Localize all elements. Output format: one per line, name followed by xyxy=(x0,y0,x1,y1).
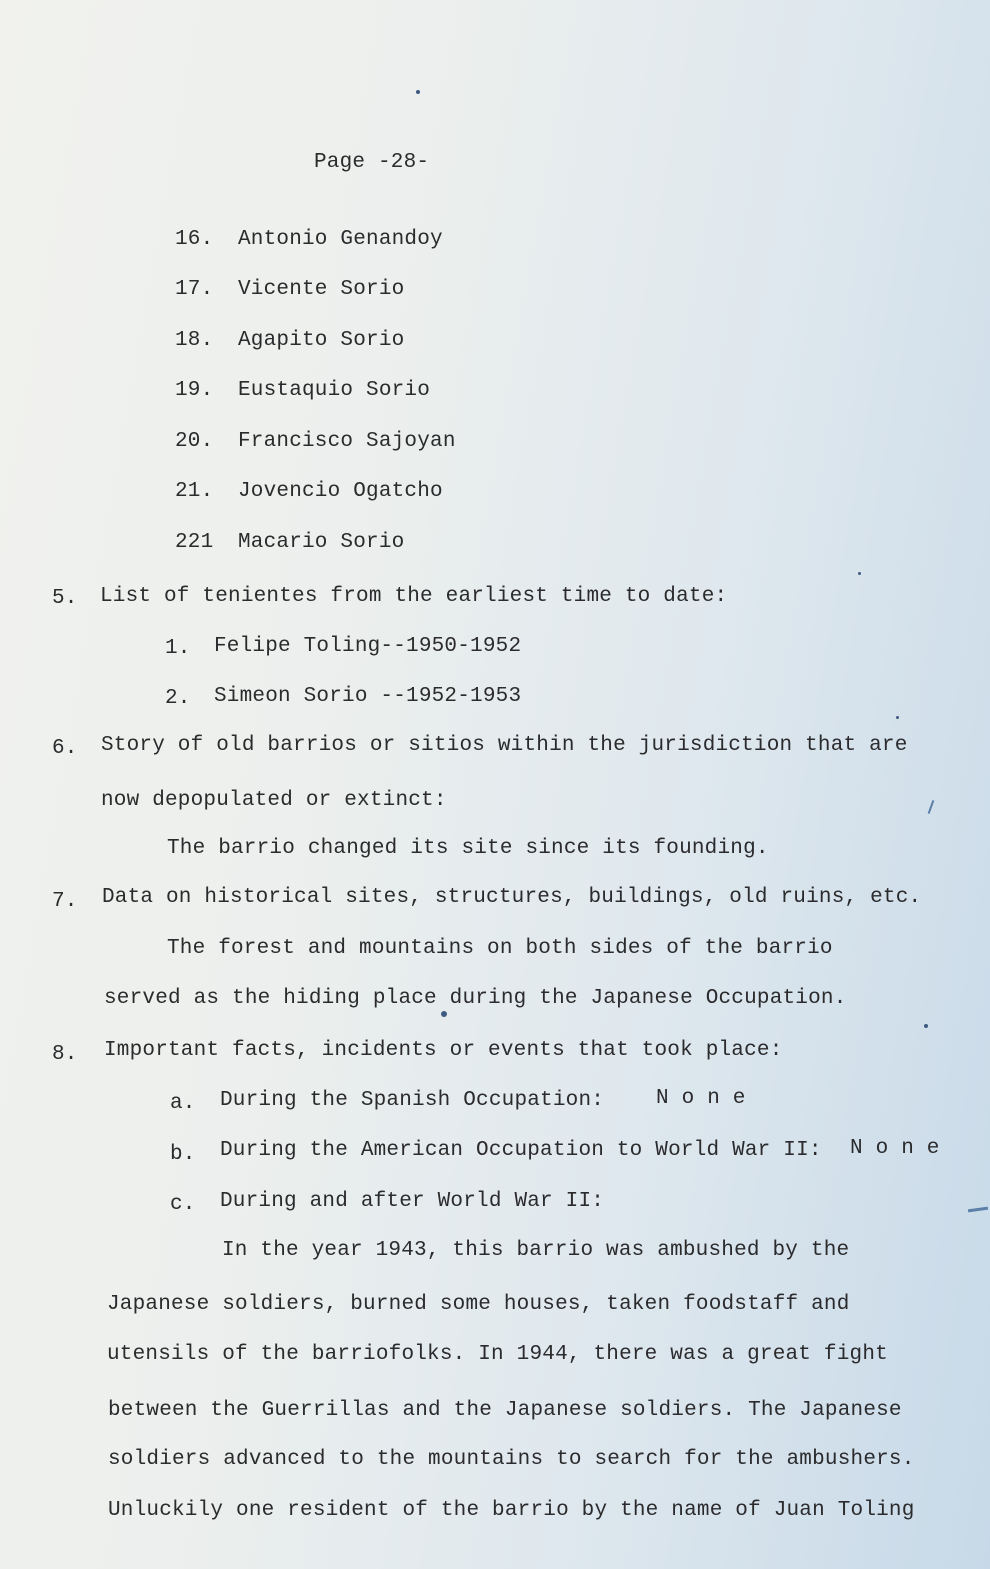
paragraph-line: between the Guerrillas and the Japanese soldiers. The Japanese xyxy=(108,1399,902,1422)
item-heading-continued: now depopulated or extinct: xyxy=(101,789,447,812)
paragraph-line: utensils of the barriofolks. In 1944, there was a great fight xyxy=(107,1343,888,1366)
subitem-text: During the Spanish Occupation: xyxy=(220,1089,605,1112)
resident-name: Macario Sorio xyxy=(238,531,405,554)
subitem-text: During the American Occupation to World War II: xyxy=(220,1139,822,1162)
page-header: Page -28- xyxy=(314,151,430,174)
item-number: 6. xyxy=(52,737,78,760)
resident-number: 221 xyxy=(175,531,214,554)
ink-speck xyxy=(416,90,420,94)
subitem-label: a. xyxy=(170,1092,196,1115)
item-heading: Important facts, incidents or events that took place: xyxy=(104,1039,783,1062)
ink-speck xyxy=(441,1011,447,1017)
item-answer-continued: served as the hiding place during the Japanese Occupation. xyxy=(104,987,847,1010)
ink-speck xyxy=(896,716,899,719)
resident-name: Eustaquio Sorio xyxy=(238,379,431,402)
subitem-value: N o n e xyxy=(850,1137,940,1160)
item-heading: Data on historical sites, structures, buildings, old ruins, etc. xyxy=(102,886,922,909)
resident-number: 17. xyxy=(175,278,214,301)
resident-number: 19. xyxy=(175,379,214,402)
item-answer: The barrio changed its site since its founding. xyxy=(167,837,769,860)
subitem-value: N o n e xyxy=(656,1087,746,1110)
subitem-label: c. xyxy=(170,1193,196,1216)
ink-speck xyxy=(858,572,861,575)
resident-name: Antonio Genandoy xyxy=(238,228,443,251)
item-heading: List of tenientes from the earliest time to date: xyxy=(100,585,728,608)
paragraph-line: soldiers advanced to the mountains to search for the ambushers. xyxy=(108,1448,915,1471)
edge-mark xyxy=(968,1207,988,1213)
paragraph-line: Unluckily one resident of the barrio by the name of Juan Toling xyxy=(108,1499,915,1522)
paragraph-line: In the year 1943, this barrio was ambushed by the xyxy=(222,1239,850,1262)
item-number: 8. xyxy=(52,1043,78,1066)
resident-name: Agapito Sorio xyxy=(238,329,405,352)
edge-mark xyxy=(928,800,935,814)
item-number: 5. xyxy=(52,587,78,610)
resident-number: 20. xyxy=(175,430,214,453)
resident-number: 18. xyxy=(175,329,214,352)
item-number: 7. xyxy=(52,890,78,913)
resident-name: Francisco Sajoyan xyxy=(238,430,456,453)
resident-number: 16. xyxy=(175,228,214,251)
teniente-number: 2. xyxy=(165,687,191,710)
paragraph-line: Japanese soldiers, burned some houses, taken foodstaff and xyxy=(107,1293,850,1316)
subitem-text: During and after World War II: xyxy=(220,1190,605,1213)
resident-name: Jovencio Ogatcho xyxy=(238,480,443,503)
teniente-number: 1. xyxy=(165,637,191,660)
subitem-label: b. xyxy=(170,1143,196,1166)
teniente-entry: Simeon Sorio --1952-1953 xyxy=(214,685,522,708)
resident-name: Vicente Sorio xyxy=(238,278,405,301)
ink-speck xyxy=(924,1024,928,1028)
item-heading: Story of old barrios or sitios within the jurisdiction that are xyxy=(101,734,908,757)
teniente-entry: Felipe Toling--1950-1952 xyxy=(214,635,522,658)
item-answer: The forest and mountains on both sides of the barrio xyxy=(167,937,833,960)
resident-number: 21. xyxy=(175,480,214,503)
